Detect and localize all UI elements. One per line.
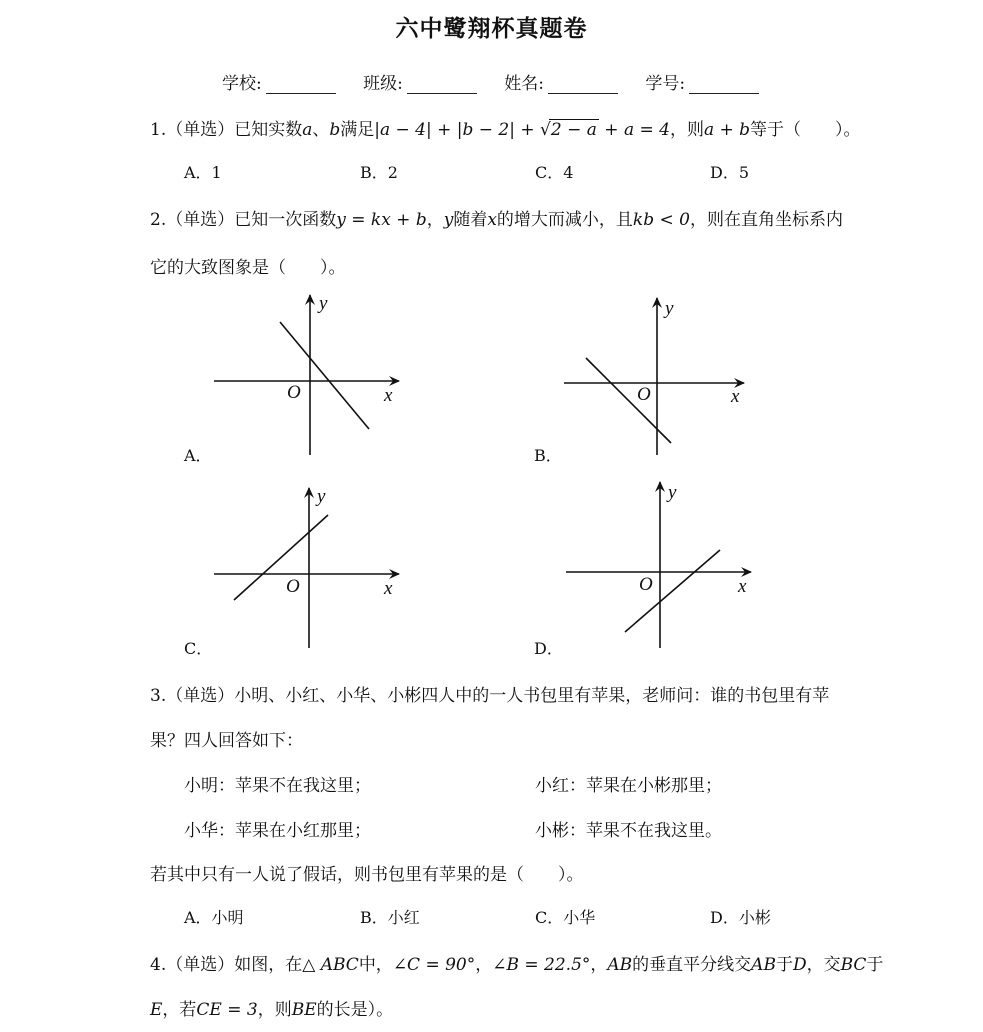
q2-text-2: 的增大而减小，且 [496,210,633,230]
y-axis-label: y [317,486,326,507]
q4-prefix: 4.（单选）如图，在 [150,955,303,975]
q4-angle-b: ∠B = 22.5° [492,955,591,975]
graph-b[interactable] [564,298,744,455]
q3-option-b[interactable]: B．小红 [360,908,420,927]
q1-option-c[interactable]: C．4 [535,163,574,182]
statement-xiaohua: 小华：苹果在小红那里； [184,821,371,841]
y-axis-label: y [665,298,674,319]
question-4-line-1 [150,950,883,975]
q4-text: ， [590,955,608,975]
q2-function: y = kx + b [336,210,427,230]
q4-ce-value: CE = 3 [196,1000,258,1020]
q3-option-d[interactable]: D．小彬 [710,908,771,927]
q1-sep: 、 [312,120,330,140]
q2-var-x: x [487,210,497,230]
q1-prefix: 1.（单选）已知实数 [150,120,303,140]
function-line [280,322,369,429]
question-4-line-2 [150,995,393,1020]
q2-text: 随着 [453,210,488,230]
graph-a[interactable] [214,293,399,455]
sqrt-sign: √ [540,120,551,140]
q1-then: ，则 [669,120,704,140]
statement-xiaohong: 小红：苹果在小彬那里； [535,776,722,796]
q4-seg-be: BE [291,1000,317,1020]
origin-label: O [287,382,301,403]
q1-var-b: b [329,120,341,140]
q1-option-a[interactable]: A．1 [184,163,222,182]
field-label: 班级: [363,74,403,94]
q4-text: 于 [775,955,793,975]
q4-text: 中， [358,955,393,975]
graph-d[interactable] [566,482,751,648]
page-title: 六中鹭翔杯真题卷 [395,16,588,42]
function-line [586,358,671,443]
graph-label-b[interactable]: B． [534,446,562,465]
question-3-line-3: 若其中只有一人说了假话，则书包里有苹果的是（ ）。 [150,865,584,885]
q1-expr-tail: + a = 4 [598,120,670,140]
x-axis-label: x [384,385,393,406]
q1-expr-abs: |a − 4| + |b − 2| + [374,120,541,140]
question-2-line-2: 它的大致图象是（ ）。 [150,258,346,278]
graph-label-a[interactable]: A． [184,446,212,465]
statement-xiaoming: 小明：苹果不在我这里； [184,776,371,796]
q2-prefix: 2.（单选）已知一次函数 [150,210,337,230]
q4-seg-bc: BC [840,955,867,975]
x-axis-label: x [738,576,747,597]
q2-var-y: y [443,210,454,230]
q2-comma: ， [426,210,444,230]
statement-xiaobin: 小彬：苹果不在我这里。 [535,821,722,841]
q1-mid: 满足 [340,120,375,140]
q1-expr-sum: a + b [703,120,751,140]
q4-seg-ab: AB [751,955,776,975]
q4-text: ， [475,955,493,975]
x-axis-label: x [731,386,740,407]
q2-condition: kb < 0 [632,210,690,230]
q3-option-c[interactable]: C．小华 [535,908,596,927]
q4-text: ，若 [162,1000,197,1020]
q1-option-b[interactable]: B．2 [360,163,398,182]
q4-text: ，则 [257,1000,292,1020]
field-label: 学号: [645,74,686,94]
question-3-line-1: 3.（单选）小明、小红、小华、小彬四人中的一人书包里有苹果，老师问：谁的书包里有苹 [150,686,830,706]
origin-label: O [286,576,300,597]
q1-var-a: a [302,120,313,140]
q4-angle-c: ∠C = 90° [392,955,476,975]
q3-option-a[interactable]: A．小明 [184,908,244,927]
q4-seg-ab: AB [607,955,633,975]
function-line [234,515,328,600]
y-axis-label: y [319,293,328,314]
q1-sqrt-content: 2 − a [550,120,597,140]
origin-label: O [637,384,651,405]
graph-c[interactable] [214,486,399,648]
field-label: 学校: [222,74,262,94]
graph-label-c[interactable]: C． [184,639,213,658]
q4-triangle: △ ABC [302,955,359,975]
origin-label: O [639,574,653,595]
q4-text: ，交 [806,955,841,975]
field-label: 姓名: [504,74,545,94]
q2-tail: ，则在直角坐标系内 [689,210,843,230]
q4-point-d: D [792,955,807,975]
q1-tail: 等于（ ）。 [750,120,861,140]
q4-text: 的长是）。 [316,1000,394,1020]
x-axis-label: x [384,578,393,599]
q4-point-e: E [150,1000,163,1020]
y-axis-label: y [668,482,677,503]
q4-text: 于 [866,955,884,975]
question-3-line-2: 果？四人回答如下： [150,731,303,751]
graph-label-d[interactable]: D． [534,639,563,658]
q1-option-d[interactable]: D．5 [710,163,750,182]
q4-text: 的垂直平分线交 [632,955,752,975]
